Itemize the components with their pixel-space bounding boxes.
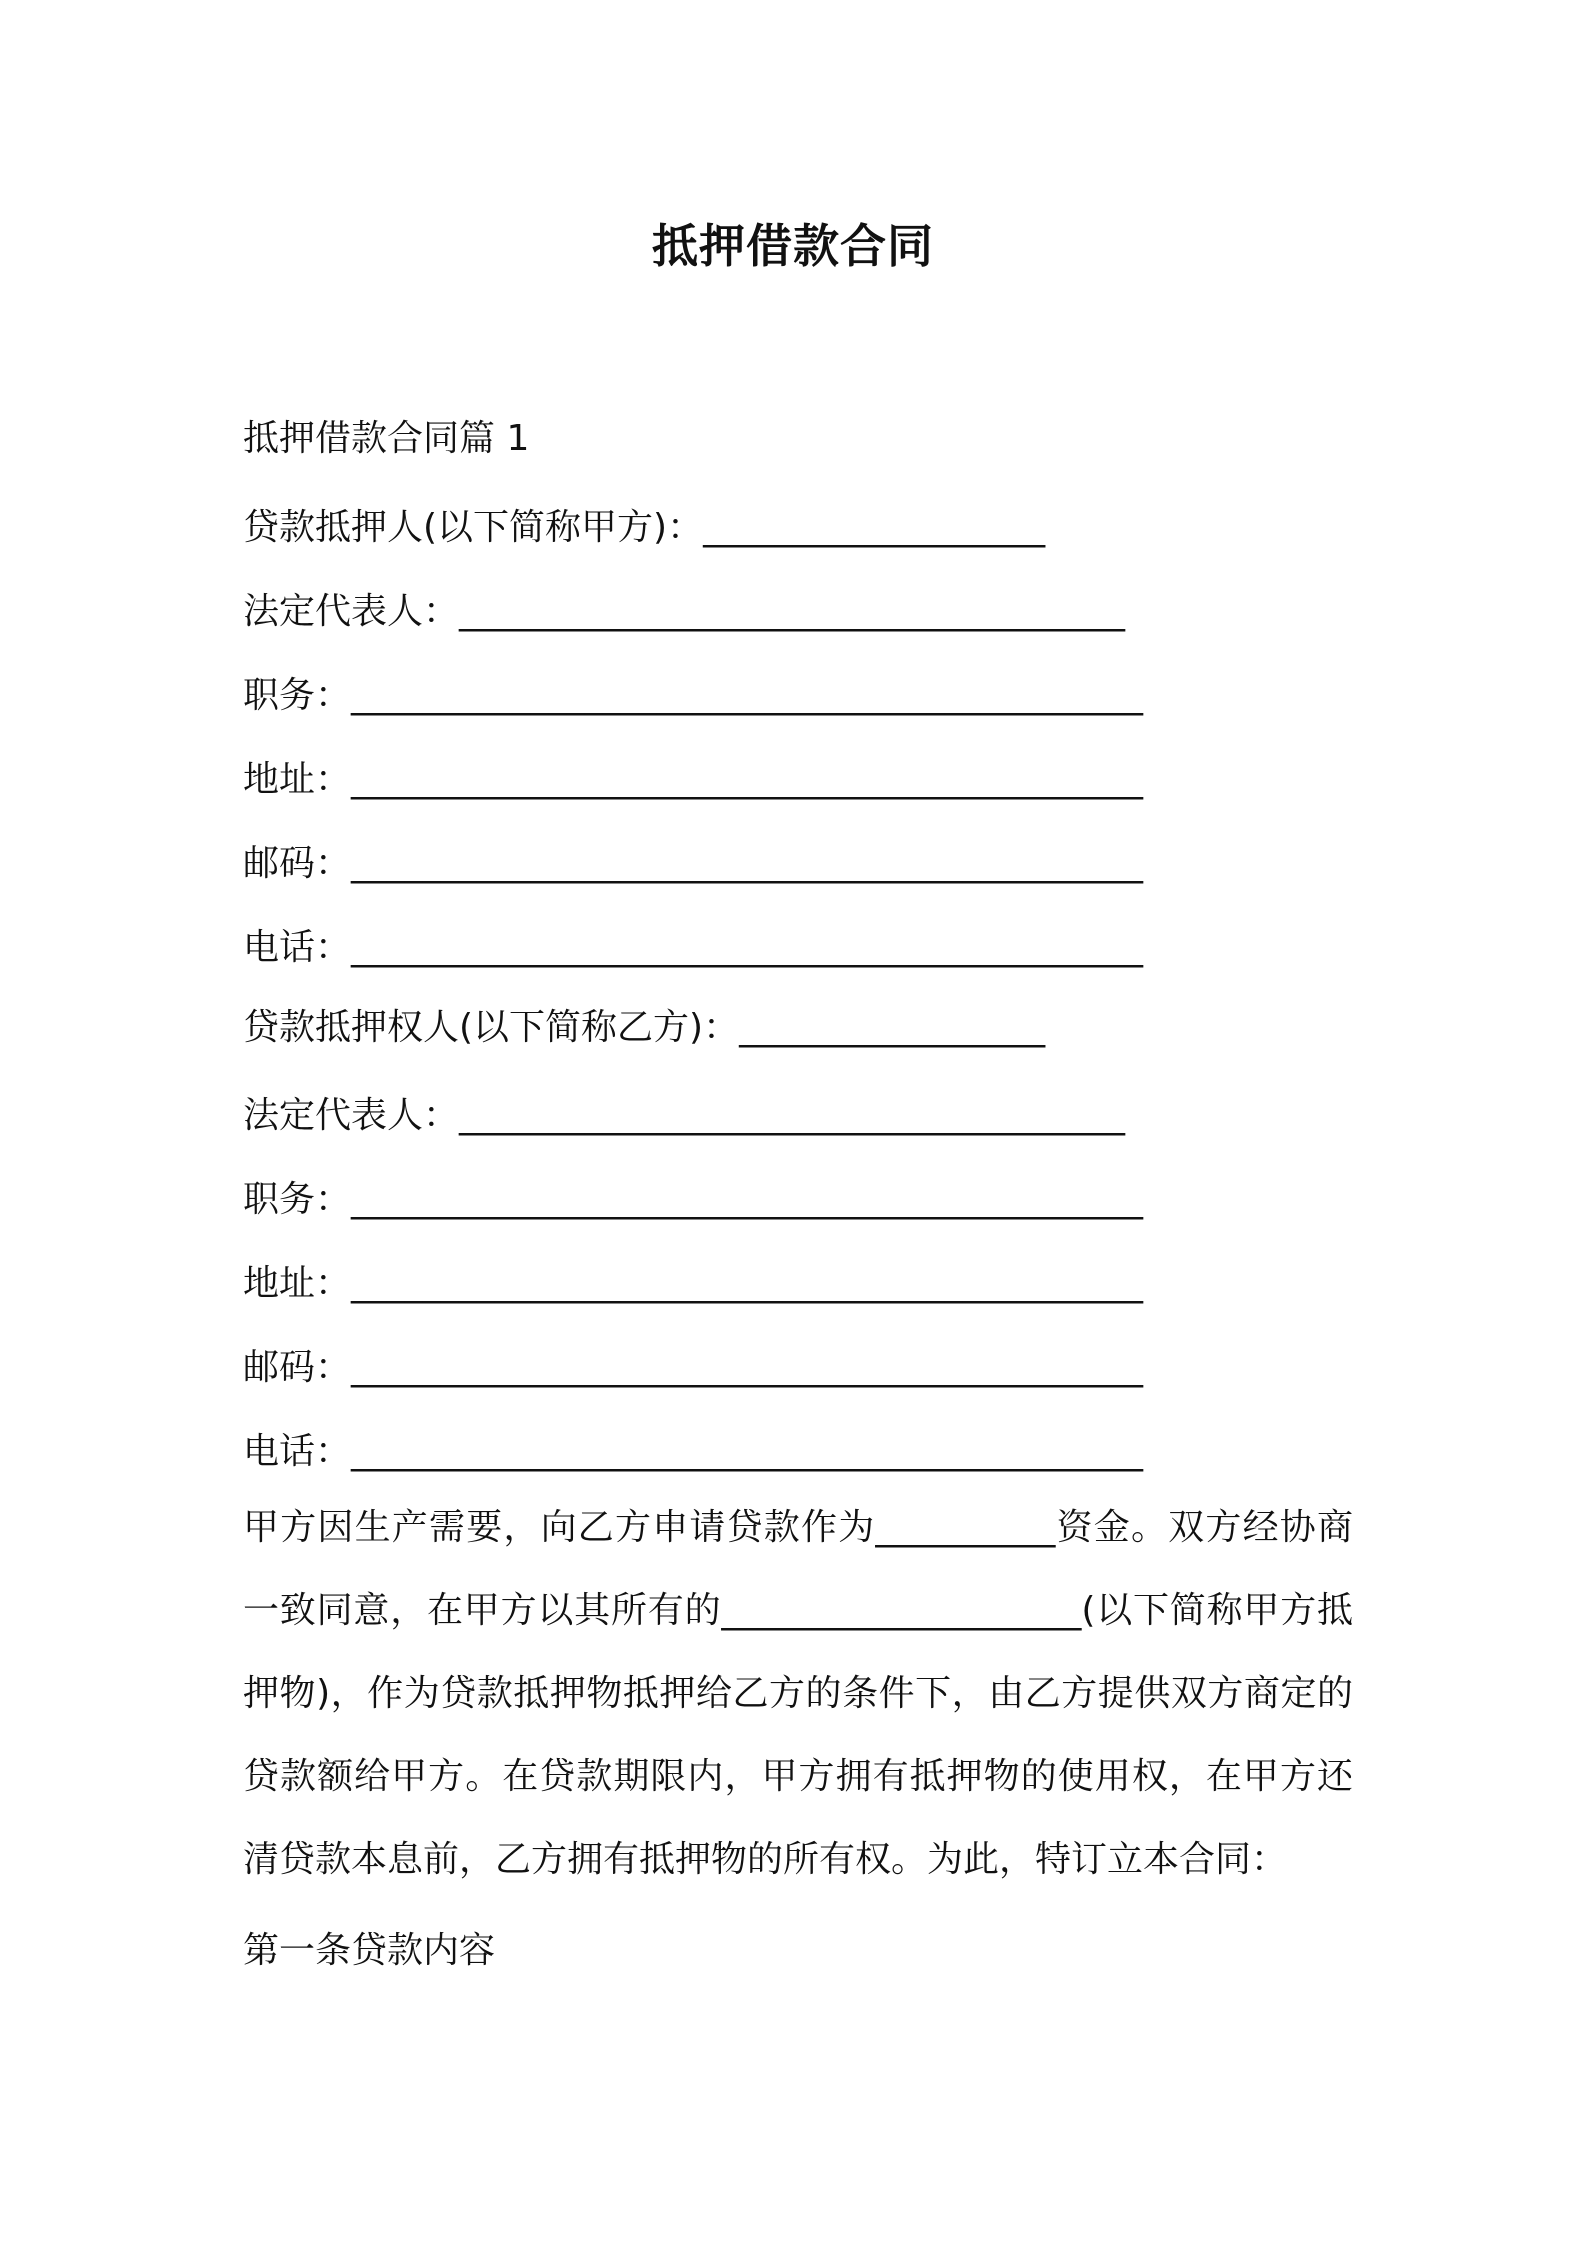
article-1-heading: 第一条贷款内容: [243, 1930, 496, 1971]
party-b-address-field: 地址：____________________________________________: [243, 1263, 1144, 1304]
party-b-legal-rep-field: 法定代表人：_____________________________________: [243, 1095, 1126, 1136]
party-a-legal-rep-field: 法定代表人：_____________________________________: [243, 591, 1126, 632]
section-heading: 抵押借款合同篇 1: [243, 418, 530, 459]
party-a-postcode-field: 邮码：____________________________________________: [243, 843, 1144, 884]
party-b-postcode-field: 邮码：____________________________________________: [243, 1347, 1144, 1388]
party-b-phone-field: 电话：____________________________________________: [243, 1431, 1144, 1472]
party-b-name-field: 贷款抵押权人(以下简称乙方)：_________________: [243, 1007, 1046, 1048]
party-a-phone-field: 电话：____________________________________________: [243, 927, 1144, 968]
party-b-position-field: 职务：____________________________________________: [243, 1179, 1144, 1220]
party-a-name-field: 贷款抵押人(以下简称甲方)：___________________: [243, 507, 1046, 548]
party-a-position-field: 职务：____________________________________________: [243, 675, 1144, 716]
contract-preamble: 甲方因生产需要，向乙方申请贷款作为__________资金。双方经协商一致同意，在甲方以其所有的____________________(以下简称甲方抵押物)，作为贷款抵押物抵押给乙方的条件下，由乙方提供双方商定的贷款额给甲方。在贷款期限内，甲方拥有抵押物的使用权，在甲方还清贷款本息前，乙方拥有抵押物的所有权。为此，特订立本合同：: [243, 1507, 1353, 1880]
party-a-address-field: 地址：____________________________________________: [243, 759, 1144, 800]
document-title: 抵押借款合同: [652, 219, 934, 273]
